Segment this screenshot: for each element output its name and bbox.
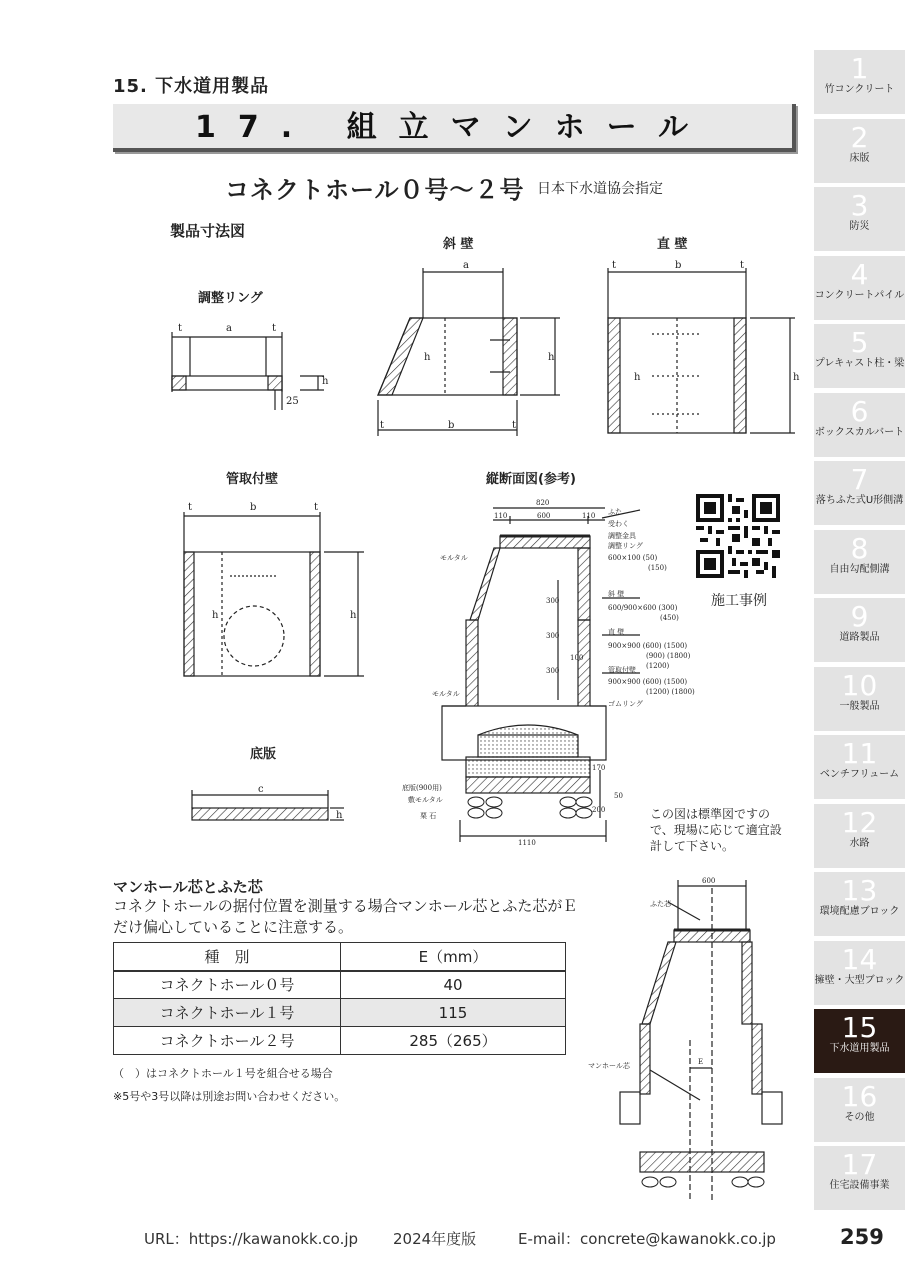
page-title: 17. 組立マンホール [195, 110, 710, 145]
tab-chapter-10[interactable]: 10 一般製品 [814, 667, 905, 731]
table-row [114, 999, 566, 1027]
dim-a: a [463, 260, 469, 271]
ecc-lid-center: ふた芯 [650, 900, 671, 908]
callout: 受わく [608, 520, 629, 528]
dim-t: t [272, 323, 277, 334]
tab-chapter-2[interactable]: 2 床版 [814, 119, 905, 183]
footer-email[interactable]: E-mail：concrete@kawanokk.co.jp [518, 1230, 776, 1248]
callout: ふた [608, 508, 622, 516]
footnote-combination: （ ）はコネクトホール１号を組合せる場合 [113, 1067, 333, 1080]
straight-wall-label: 直 壁 [657, 237, 688, 252]
tab-chapter-11[interactable]: 11 ベンチフリューム [814, 735, 905, 799]
cell-e: 40 [341, 971, 566, 999]
dim-h: h [634, 372, 641, 383]
dim-t: t [512, 420, 517, 431]
callout-left: 底版(900用) [402, 784, 442, 792]
dim-t: t [178, 323, 183, 334]
tab-chapter-6[interactable]: 6 ボックスカルバート [814, 393, 905, 457]
callout: (1200) [646, 662, 670, 670]
eccentric-title: マンホール芯とふた芯 [113, 878, 263, 896]
eccentric-table [113, 942, 566, 1055]
qr-code-icon[interactable] [696, 494, 780, 578]
section-label: 15. 下水道用製品 [113, 76, 270, 97]
dim-c: c [258, 784, 264, 795]
dim-170: 170 [592, 764, 606, 772]
callout: 調整リング [608, 542, 643, 550]
callout: (150) [648, 564, 667, 572]
tab-chapter-14[interactable]: 14 擁壁・大型ブロック [814, 941, 905, 1005]
callout: 調整金具 [608, 532, 636, 540]
dim-1110: 1110 [518, 839, 536, 847]
dim-a: a [226, 323, 232, 334]
pipe-wall-label: 管取付壁 [226, 472, 279, 487]
tab-chapter-4[interactable]: 4 コンクリートパイル [814, 256, 905, 320]
chapter-sidebar [814, 50, 905, 1215]
dim-b: b [448, 420, 455, 431]
tab-chapter-17[interactable]: 17 住宅設備事業 [814, 1146, 905, 1210]
tab-chapter-8[interactable]: 8 自由勾配側溝 [814, 530, 905, 594]
callout: 管取付壁 [608, 666, 636, 674]
dim-300: 300 [546, 667, 560, 675]
qr-caption: 施工事例 [711, 593, 767, 609]
dim-h: h [548, 352, 555, 363]
callout: ゴムリング [608, 700, 643, 708]
callout: (900) (1800) [646, 652, 691, 660]
callout-left: モルタル [440, 554, 468, 562]
dim-110: 110 [582, 512, 596, 520]
dim-50: 50 [614, 792, 623, 800]
dim-25: 25 [286, 396, 299, 407]
footnote-inquiry: ※5号や3号以降は別途お問い合わせください。 [113, 1090, 346, 1103]
cell-type: コネクトホール１号 [114, 999, 341, 1027]
table-row [114, 1027, 566, 1055]
tab-chapter-3[interactable]: 3 防災 [814, 187, 905, 251]
standard-note: この図は標準図ですので、現場に応じて適宜設計して下さい。 [650, 807, 782, 853]
dim-600: 600 [537, 512, 551, 520]
tab-chapter-1[interactable]: 1 竹コンクリート [814, 50, 905, 114]
tab-chapter-7[interactable]: 7 落ちふた式U形側溝 [814, 461, 905, 525]
cell-e: 115 [341, 999, 566, 1027]
callout: 600/900×600 (300) [608, 604, 678, 612]
tab-chapter-13[interactable]: 13 環境配慮ブロック [814, 872, 905, 936]
callout: 900×900 (600) (1500) [608, 642, 688, 650]
product-note: 日本下水道協会指定 [537, 181, 663, 197]
page-number: 259 [840, 1225, 884, 1249]
callout-left: 栗 石 [420, 812, 437, 820]
footer-url[interactable]: URL：https://kawanokk.co.jp [144, 1230, 359, 1248]
product-title: コネクトホール０号〜２号 [225, 176, 525, 204]
callout-left: モルタル [432, 690, 460, 698]
callout-left: 敷モルタル [408, 796, 443, 804]
table-header-e: E（mm） [341, 943, 566, 971]
base-slab-drawing [192, 790, 344, 820]
dim-t: t [314, 502, 319, 513]
pipe-wall-drawing [184, 512, 364, 676]
dim-t: t [740, 260, 745, 271]
dim-300: 300 [546, 632, 560, 640]
callout: (450) [660, 614, 679, 622]
eccentric-text: コネクトホールの据付位置を測量する場合マンホール芯とふた芯がＥだけ偏心していることに注意する。 [113, 897, 578, 936]
cell-type: コネクトホール２号 [114, 1027, 341, 1055]
callout: 900×900 (600) (1500) [608, 678, 688, 686]
callout: 斜 壁 [608, 590, 625, 598]
dim-110: 110 [494, 512, 508, 520]
footer-year: 2024年度版 [393, 1230, 477, 1248]
straight-wall-drawing [608, 268, 795, 433]
cell-type: コネクトホール０号 [114, 971, 341, 999]
tab-chapter-9[interactable]: 9 道路製品 [814, 598, 905, 662]
tab-chapter-12[interactable]: 12 水路 [814, 804, 905, 868]
tab-chapter-5[interactable]: 5 プレキャスト柱・梁 [814, 324, 905, 388]
dim-t: t [188, 502, 193, 513]
section-label-ref: 縦断面図(参考) [486, 472, 576, 487]
ecc-e: E [698, 1058, 704, 1066]
tab-chapter-16[interactable]: 16 その他 [814, 1078, 905, 1142]
callout: 直 壁 [608, 628, 625, 636]
dim-t: t [380, 420, 385, 431]
adjust-ring-label: 調整リング [198, 291, 263, 306]
dim-h: h [212, 610, 219, 621]
dim-h: h [336, 810, 343, 821]
callout: (1200) (1800) [646, 688, 695, 696]
dim-b: b [250, 502, 257, 513]
dim-h: h [793, 372, 800, 383]
drawings-heading: 製品寸法図 [170, 222, 246, 240]
tab-chapter-15[interactable]: 15 下水道用製品 [814, 1009, 905, 1073]
dim-300: 300 [546, 597, 560, 605]
table-row [114, 971, 566, 999]
base-label: 底版 [250, 747, 277, 762]
dim-h: h [350, 610, 357, 621]
sloped-wall-drawing [378, 268, 560, 436]
dim-100: 100 [570, 654, 584, 662]
dim-b: b [675, 260, 682, 271]
eccentric-drawing [620, 880, 782, 1200]
dim-820: 820 [536, 499, 550, 507]
dim-h: h [424, 352, 431, 363]
sloped-wall-label: 斜 壁 [443, 237, 474, 252]
dim-t: t [612, 260, 617, 271]
ecc-600: 600 [702, 877, 716, 885]
ecc-mh-center: マンホール芯 [588, 1062, 630, 1070]
adjust-ring-drawing [172, 332, 324, 410]
callout: 600×100 (50) [608, 554, 658, 562]
dim-h: h [322, 376, 329, 387]
table-header-type: 種 別 [114, 943, 341, 971]
dim-200: 200 [592, 806, 606, 814]
cell-e: 285（265） [341, 1027, 566, 1055]
